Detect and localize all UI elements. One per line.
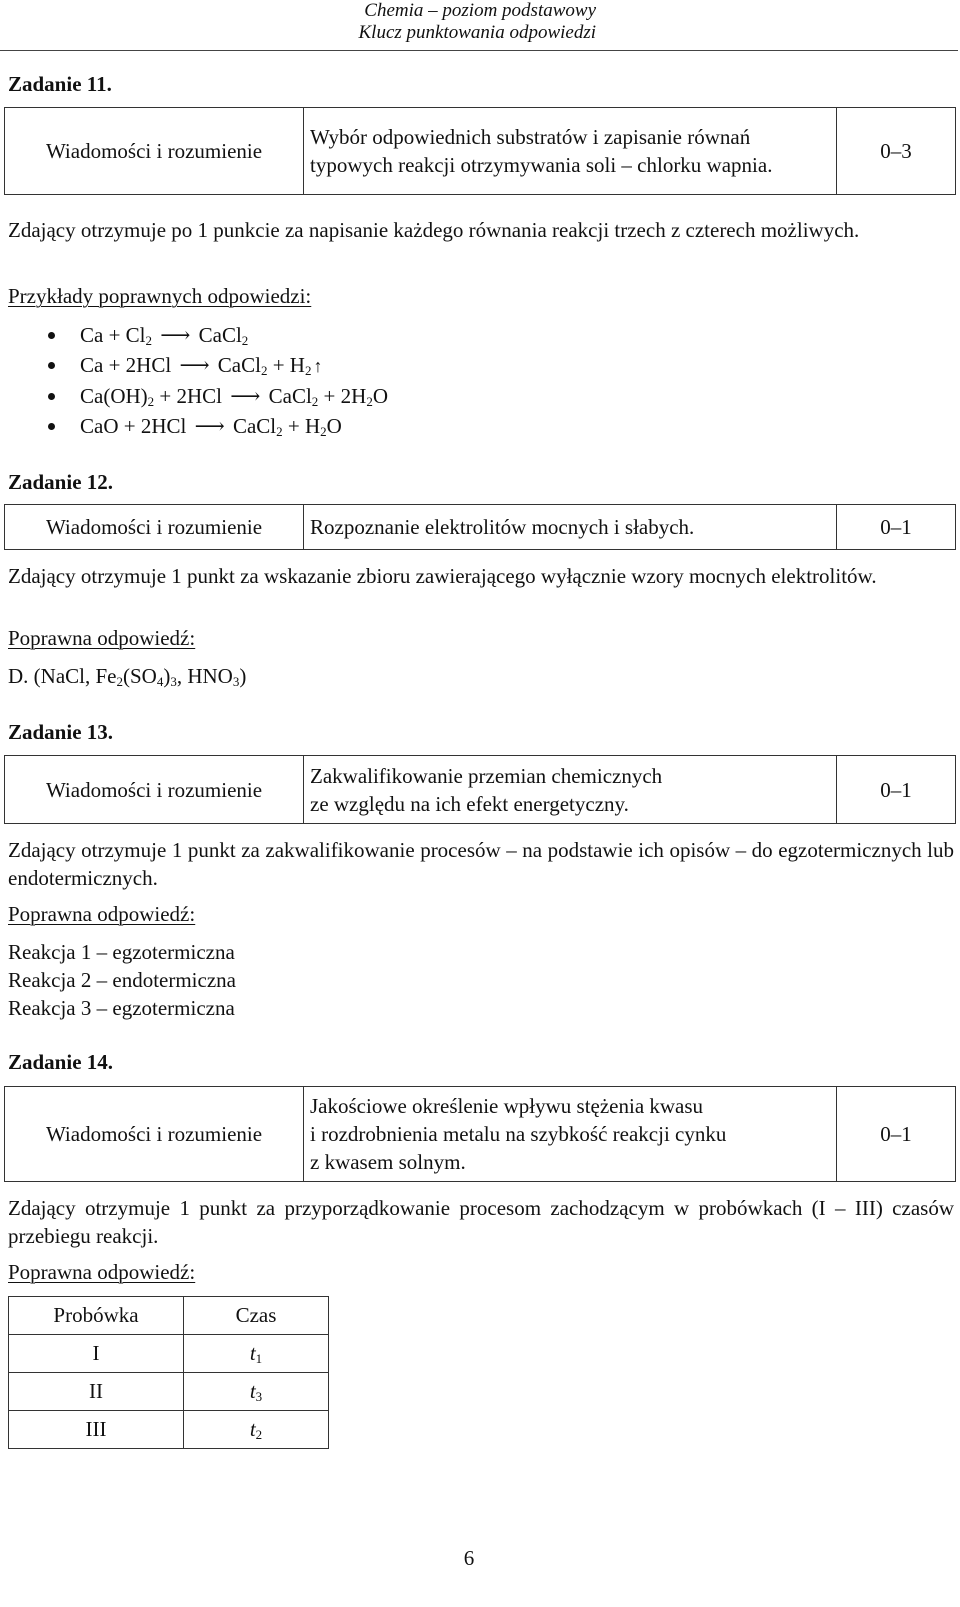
task-12-answer-label <box>8 626 195 651</box>
header-probowka: Probówka <box>9 1297 184 1335</box>
equation-item: CaO + 2HCl ⟶ CaCl$_2$ + $H_2O$ <box>80 411 388 441</box>
task-11-skill: Wybór odpowiednich substratów i zapisanie równań typowych reakcji otrzymywania soli – chlorku wapnia. <box>304 108 837 195</box>
table-row <box>9 1411 329 1449</box>
task-13-category: Wiadomości i rozumienie <box>5 756 304 824</box>
answer-line: Reakcja 3 – egzotermiczna <box>8 996 235 1020</box>
cell-probowka: II <box>9 1373 184 1411</box>
task-12-meta-table <box>4 504 956 550</box>
task-11-points: 0–3 <box>837 108 956 195</box>
answer-line: Reakcja 1 – egzotermiczna <box>8 940 235 964</box>
equation-item: $Ca(OH)_2 + 2HCl$ ⟶ CaCl$_2$ + $2H_2O$ <box>80 381 388 411</box>
task-14-points: 0–1 <box>837 1087 956 1182</box>
header-czas: Czas <box>184 1297 329 1335</box>
equation-item: $Ca + Cl_2$ ⟶ CaCl$_2$ <box>80 320 388 350</box>
task-14-category: Wiadomości i rozumienie <box>5 1087 304 1182</box>
task-14-answer-table <box>8 1296 329 1449</box>
task-11-equations <box>0 320 388 441</box>
task-14-skill-line: i rozdrobnienia metalu na szybkość reakcji cynku <box>310 1122 727 1146</box>
answer-line: Reakcja 2 – endotermiczna <box>8 968 236 992</box>
task-12-title: Zadanie 12. <box>8 470 114 494</box>
task-13-meta-table <box>4 755 956 824</box>
task-12-skill: Rozpoznanie elektrolitów mocnych i słabych. <box>304 505 837 550</box>
table-row <box>9 1373 329 1411</box>
task-13-skill-line: Zakwalifikowanie przemian chemicznych <box>310 763 663 788</box>
task-13-skill <box>304 756 837 824</box>
task-13-answer-label <box>8 902 195 927</box>
table-header-row <box>9 1297 329 1335</box>
task-14-answer-label <box>8 1260 195 1285</box>
answer-label-text: Poprawna odpowiedź: <box>8 902 196 926</box>
cell-probowka: III <box>9 1411 184 1449</box>
page-header <box>0 0 958 51</box>
task-14-skill-line: z kwasem solnym. <box>310 1150 466 1174</box>
task-13-points: 0–1 <box>837 756 956 824</box>
task-14-skill-line: Jakościowe określenie wpływu stężenia kwasu <box>310 1094 704 1118</box>
task-12-category: Wiadomości i rozumienie <box>5 505 304 550</box>
cell-czas: $t_3$ <box>184 1373 329 1411</box>
cell-czas: $t_2$ <box>184 1411 329 1449</box>
task-13-title: Zadanie 13. <box>8 720 114 744</box>
gas-up-arrow-icon: ↑ <box>313 356 323 376</box>
task-11-meta-table <box>4 107 956 195</box>
task-12-points: 0–1 <box>837 505 956 550</box>
task-13-scoring: Zdający otrzymuje 1 punkt za zakwalifikowanie procesów – na podstawie ich opisów – do egzotermicznych lub endotermicznych. <box>8 838 954 890</box>
task-14-title: Zadanie 14. <box>8 1050 114 1074</box>
answer-label-text: Poprawna odpowiedź: <box>8 1260 196 1284</box>
page-number: 6 <box>463 1546 475 1570</box>
task-13-answers <box>8 938 236 1022</box>
task-12-answer: D. (NaCl, $Fe_2(SO_4)_3$, $HNO_3$) <box>8 664 247 689</box>
task-14-meta-table <box>4 1086 956 1182</box>
cell-probowka: I <box>9 1335 184 1373</box>
answer-label-text: Poprawna odpowiedź: <box>8 626 196 650</box>
equation-item: Ca + 2HCl ⟶ CaCl$_2$ + $H_2$ ↑ <box>80 350 388 381</box>
header-doc-title: Klucz punktowania odpowiedzi <box>358 22 596 43</box>
task-13-skill-line: ze względu na ich efekt energetyczny. <box>310 791 629 816</box>
task-12-scoring: Zdający otrzymuje 1 punkt za wskazanie zbioru zawierającego wyłącznie wzory mocnych elektrolitów. <box>8 564 877 588</box>
task-11-title: Zadanie 11. <box>8 72 112 96</box>
task-11-answer-label <box>8 284 311 309</box>
task-11-category: Wiadomości i rozumienie <box>5 108 304 195</box>
table-row <box>9 1335 329 1373</box>
answer-label-text: Przykłady poprawnych odpowiedzi: <box>8 284 312 308</box>
task-14-skill <box>304 1087 837 1182</box>
task-14-scoring: Zdający otrzymuje 1 punkt za przyporządkowanie procesom zachodzącym w probówkach (I – III) czasów przebiegu reakcji. <box>8 1196 954 1248</box>
header-subject: Chemia – poziom podstawowy <box>364 0 596 21</box>
cell-czas: $t_1$ <box>184 1335 329 1373</box>
task-11-scoring: Zdający otrzymuje po 1 punkcie za napisanie każdego równania reakcji trzech z czterech możliwych. <box>8 218 860 242</box>
